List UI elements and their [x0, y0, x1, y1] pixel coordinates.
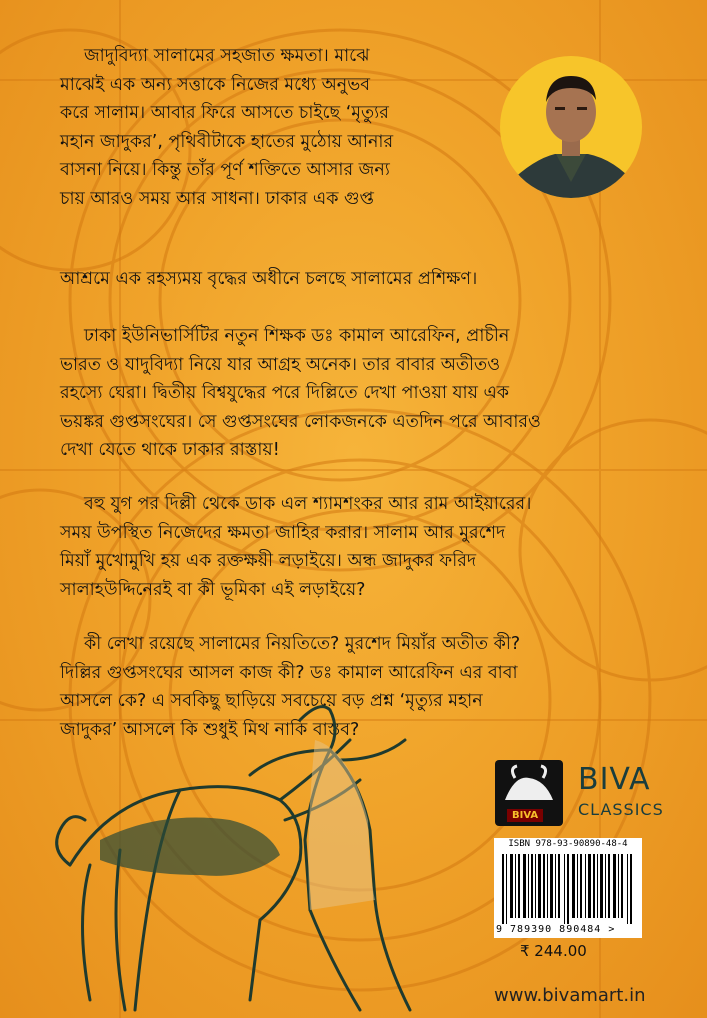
bull-logo-icon [495, 760, 563, 810]
blurb-paragraph-3-line-1: বহু যুগ পর দিল্লী থেকে ডাক এল শ্যামশংকর আর রাম আইয়ারের। [84, 494, 532, 514]
blurb-paragraph-1-line-2: মাঝেই এক অন্য সত্তাকে নিজের মধ্যে অনুভব [60, 74, 370, 95]
blurb-paragraph-2 [60, 322, 660, 465]
author-photo [500, 42, 642, 212]
blurb-paragraph-4-line-1: কী লেখা রয়েছে সালামের নিয়তিতে? মুরশেদ মিয়াঁর অতীত কী? [84, 634, 521, 654]
publisher-imprint: CLASSICS [578, 800, 664, 819]
publisher-name: BIVA [578, 762, 651, 797]
barcode-number: 9 789390 890484 > [496, 924, 616, 935]
blurb-paragraph-4-line-4: জাদুকর’ আসলে কি শুধুই মিথ নাকি বাস্তব? [60, 719, 360, 740]
blurb-paragraph-3 [60, 490, 660, 604]
blurb-paragraph-1-line-4: মহান জাদুকর’, পৃথিবীটাকে হাতের মুঠোয় আনার [60, 131, 394, 152]
publisher-logo-label: BIVA [507, 809, 543, 822]
blurb-paragraph-1-line-5: বাসনা নিয়ে। কিন্তু তাঁর পূর্ণ শক্তিতে আসার জন্য [60, 160, 390, 180]
blurb-paragraph-3-line-2: সময় উপস্থিত নিজেদের ক্ষমতা জাহির করার। সালাম আর মুরশেদ [60, 522, 506, 543]
publisher-logo [495, 760, 563, 826]
blurb-paragraph-3-line-3: মিয়াঁ মুখোমুখি হয় এক রক্তক্ষয়ী লড়াইয়ে। অন্ধ জাদুকর ফরিদ [60, 551, 477, 571]
blurb-paragraph-1 [60, 42, 492, 213]
blurb-paragraph-2-line-4: ভয়ঙ্কর গুপ্তসংঘের। সে গুপ্তসংঘের লোকজনকে এতদিন পরে আবারও [60, 411, 541, 432]
blurb-paragraph-3-line-4: সালাহউদ্দিনেরই বা কী ভূমিকা এই লড়াইয়ে? [60, 579, 366, 600]
blurb-paragraph-2-line-2: ভারত ও যাদুবিদ্যা নিয়ে যার আগ্রহ অনেক। তার বাবার অতীতও [60, 354, 501, 375]
blurb-paragraph-4-line-3: আসলে কে? এ সবকিছু ছাড়িয়ে সবচেয়ে বড় প্রশ্ন ‘মৃত্যুর মহান [60, 691, 483, 711]
blurb-paragraph-2-line-3: রহস্যে ঘেরা। দ্বিতীয় বিশ্বযুদ্ধের পরে দিল্লিতে দেখা পাওয়া যায় এক [60, 383, 510, 403]
blurb-paragraph-1-line-1: জাদুবিদ্যা সালামের সহজাত ক্ষমতা। মাঝে [84, 46, 370, 66]
blurb-paragraph-1-line-3: করে সালাম। আবার ফিরে আসতে চাইছে ‘মৃত্যুর [60, 103, 389, 123]
blurb-paragraph-1-line-6: চায় আরও সময় আর সাধনা। ঢাকার এক গুপ্ত [60, 188, 374, 209]
website-link[interactable]: www.bivamart.in [494, 985, 646, 1006]
blurb-paragraph-2-line-1: ঢাকা ইউনিভার্সিটির নতুন শিক্ষক ডঃ কামাল আরেফিন, প্রাচীন [84, 326, 510, 346]
price: ₹ 244.00 [520, 942, 587, 960]
blurb-paragraph-2-line-5: দেখা যেতে থাকে ঢাকার রাস্তায়! [60, 440, 280, 460]
blurb-paragraph-1-end: আশ্রমে এক রহস্যময় বৃদ্ধের অধীনে চলছে সালামের প্রশিক্ষণ। [60, 269, 478, 289]
isbn-label: ISBN 978-93-90890-48-4 [508, 839, 628, 849]
barcode [502, 854, 634, 924]
blurb-paragraph-4-line-2: দিল্লির গুপ্তসংঘের আসল কাজ কী? ডঃ কামাল আরেফিন এর বাবা [60, 662, 518, 683]
bull-and-man-illustration [30, 680, 470, 1018]
barcode-box [494, 838, 642, 938]
